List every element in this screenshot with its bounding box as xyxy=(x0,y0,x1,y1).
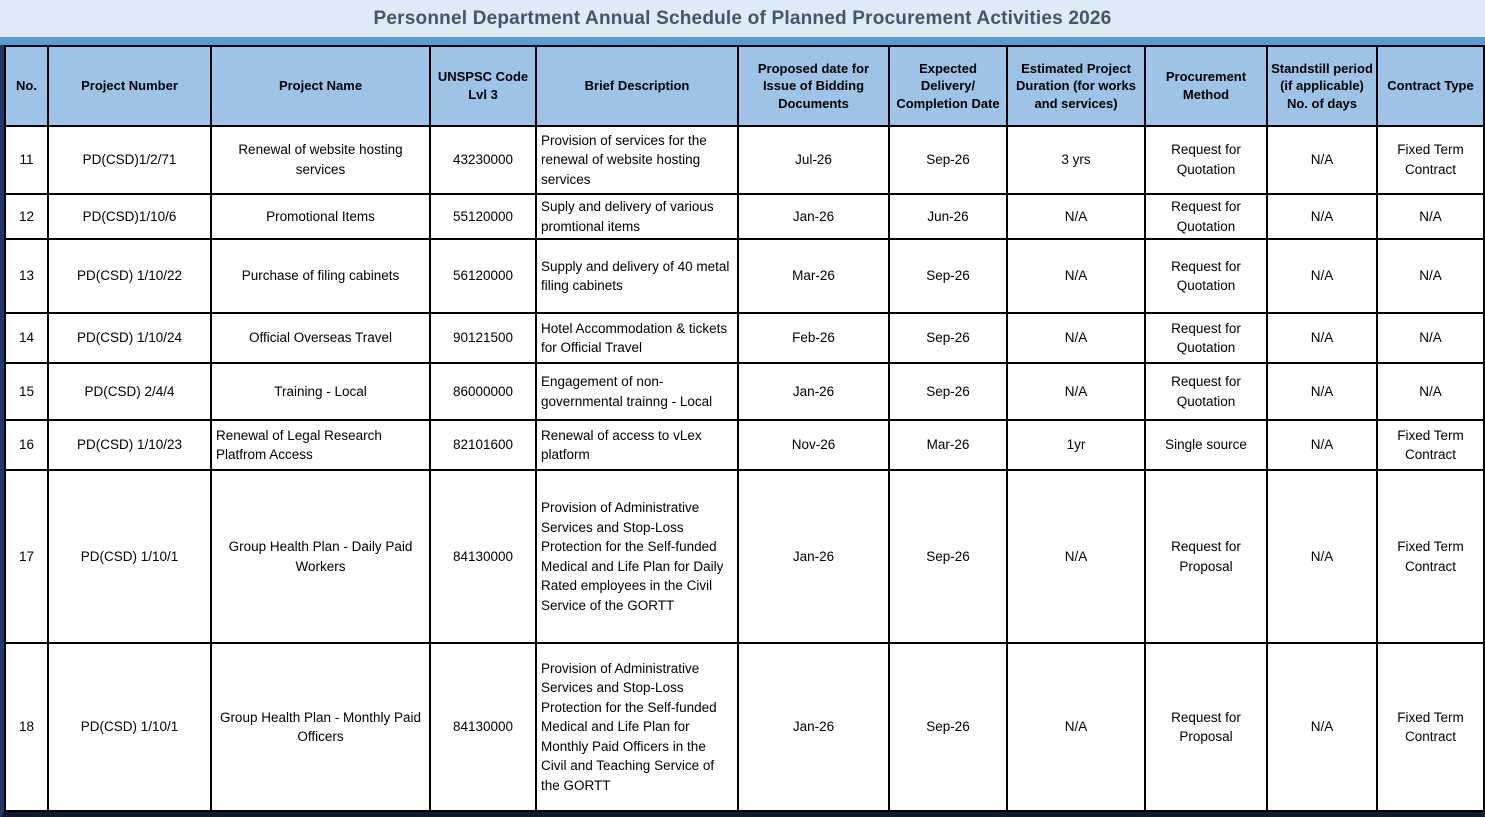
title-divider-bar xyxy=(0,37,1485,45)
table-cell: N/A xyxy=(1007,239,1145,313)
column-header: Expected Delivery/ Completion Date xyxy=(889,46,1007,126)
table-cell: 12 xyxy=(5,194,48,239)
table-cell: Mar-26 xyxy=(889,420,1007,470)
table-cell: 56120000 xyxy=(430,239,536,313)
table-cell: N/A xyxy=(1007,470,1145,643)
column-header: Contract Type xyxy=(1377,46,1484,126)
table-cell: N/A xyxy=(1377,313,1484,363)
table-cell: Renewal of Legal Research Platfrom Access xyxy=(211,420,430,470)
table-cell: Fixed Term Contract xyxy=(1377,126,1484,194)
column-header: Brief Description xyxy=(536,46,738,126)
table-cell: Sep-26 xyxy=(889,643,1007,811)
table-cell: 55120000 xyxy=(430,194,536,239)
table-cell: Sep-26 xyxy=(889,470,1007,643)
table-cell: N/A xyxy=(1377,239,1484,313)
table-cell: Jun-26 xyxy=(889,194,1007,239)
table-cell: 86000000 xyxy=(430,363,536,420)
table-row xyxy=(5,363,1484,420)
table-cell: PD(CSD)1/2/71 xyxy=(48,126,211,194)
table-cell: Jul-26 xyxy=(738,126,889,194)
table-cell: Promotional Items xyxy=(211,194,430,239)
table-cell: N/A xyxy=(1377,194,1484,239)
table-row xyxy=(5,470,1484,643)
table-cell: Sep-26 xyxy=(889,126,1007,194)
table-cell: N/A xyxy=(1267,363,1377,420)
column-header: Procurement Method xyxy=(1145,46,1267,126)
table-cell: N/A xyxy=(1007,643,1145,811)
table-cell: N/A xyxy=(1267,194,1377,239)
table-cell: Jan-26 xyxy=(738,363,889,420)
table-cell: 90121500 xyxy=(430,313,536,363)
table-cell: Hotel Accommodation & tickets for Official Travel xyxy=(536,313,738,363)
table-row xyxy=(5,420,1484,470)
table-cell: Request for Quotation xyxy=(1145,239,1267,313)
table-cell: Group Health Plan - Monthly Paid Officers xyxy=(211,643,430,811)
table-cell: Engagement of non-governmental trainng - Local xyxy=(536,363,738,420)
table-cell: Official Overseas Travel xyxy=(211,313,430,363)
table-cell: 16 xyxy=(5,420,48,470)
table-cell: N/A xyxy=(1267,470,1377,643)
table-row xyxy=(5,313,1484,363)
table-cell: Feb-26 xyxy=(738,313,889,363)
table-cell: PD(CSD)1/10/6 xyxy=(48,194,211,239)
table-cell: Provision of Administrative Services and Stop-Loss Protection for the Self-funded Medical and Life Plan for Monthly Paid Officers in the Civil and Teaching Service of the GORTT xyxy=(536,643,738,811)
table-cell: 43230000 xyxy=(430,126,536,194)
table-cell: 84130000 xyxy=(430,470,536,643)
table-cell: Supply and delivery of 40 metal filing cabinets xyxy=(536,239,738,313)
table-cell: Renewal of access to vLex platform xyxy=(536,420,738,470)
table-cell: PD(CSD) 1/10/24 xyxy=(48,313,211,363)
table-cell: Single source xyxy=(1145,420,1267,470)
table-cell: N/A xyxy=(1007,313,1145,363)
table-cell: Sep-26 xyxy=(889,239,1007,313)
table-cell: 82101600 xyxy=(430,420,536,470)
table-cell: Jan-26 xyxy=(738,194,889,239)
page-title: Personnel Department Annual Schedule of Planned Procurement Activities 2026 xyxy=(373,7,1112,29)
table-cell: Training - Local xyxy=(211,363,430,420)
column-header: Project Number xyxy=(48,46,211,126)
table-cell: Fixed Term Contract xyxy=(1377,643,1484,811)
column-header: Estimated Project Duration (for works and services) xyxy=(1007,46,1145,126)
table-cell: Group Health Plan - Daily Paid Workers xyxy=(211,470,430,643)
table-cell: N/A xyxy=(1267,126,1377,194)
table-cell: Mar-26 xyxy=(738,239,889,313)
table-cell: Renewal of website hosting services xyxy=(211,126,430,194)
procurement-schedule-table xyxy=(4,45,1485,812)
table-cell: N/A xyxy=(1267,313,1377,363)
table-cell: Sep-26 xyxy=(889,363,1007,420)
table-cell: PD(CSD) 1/10/1 xyxy=(48,470,211,643)
table-cell: 14 xyxy=(5,313,48,363)
procurement-table-wrapper xyxy=(0,45,1485,817)
table-cell: Provision of Administrative Services and Stop-Loss Protection for the Self-funded Medical and Life Plan for Daily Rated employees in the Civil Service of the GORTT xyxy=(536,470,738,643)
table-cell: 13 xyxy=(5,239,48,313)
table-cell: Request for Proposal xyxy=(1145,470,1267,643)
table-cell: N/A xyxy=(1377,363,1484,420)
table-cell: Provision of services for the renewal of website hosting services xyxy=(536,126,738,194)
table-cell: 3 yrs xyxy=(1007,126,1145,194)
table-cell: 1yr xyxy=(1007,420,1145,470)
table-cell: Jan-26 xyxy=(738,643,889,811)
table-cell: Request for Proposal xyxy=(1145,643,1267,811)
table-cell: PD(CSD) 1/10/1 xyxy=(48,643,211,811)
table-cell: Jan-26 xyxy=(738,470,889,643)
column-header: Proposed date for Issue of Bidding Documents xyxy=(738,46,889,126)
table-header-row xyxy=(5,46,1484,126)
table-cell: PD(CSD) 1/10/22 xyxy=(48,239,211,313)
table-cell: Request for Quotation xyxy=(1145,126,1267,194)
table-cell: N/A xyxy=(1267,420,1377,470)
table-row xyxy=(5,194,1484,239)
table-row xyxy=(5,126,1484,194)
table-cell: Suply and delivery of various promtional items xyxy=(536,194,738,239)
title-band xyxy=(0,0,1485,37)
table-cell: 84130000 xyxy=(430,643,536,811)
table-cell: 11 xyxy=(5,126,48,194)
table-cell: N/A xyxy=(1267,239,1377,313)
table-cell: Fixed Term Contract xyxy=(1377,470,1484,643)
table-cell: Request for Quotation xyxy=(1145,194,1267,239)
column-header: Standstill period (if applicable) No. of days xyxy=(1267,46,1377,126)
table-cell: PD(CSD) 1/10/23 xyxy=(48,420,211,470)
table-cell: Request for Quotation xyxy=(1145,363,1267,420)
table-cell: Purchase of filing cabinets xyxy=(211,239,430,313)
column-header: UNSPSC Code Lvl 3 xyxy=(430,46,536,126)
table-row xyxy=(5,239,1484,313)
table-cell: Sep-26 xyxy=(889,313,1007,363)
table-cell: N/A xyxy=(1007,363,1145,420)
column-header: Project Name xyxy=(211,46,430,126)
table-cell: Request for Quotation xyxy=(1145,313,1267,363)
column-header: No. xyxy=(5,46,48,126)
table-cell: 17 xyxy=(5,470,48,643)
table-cell: Fixed Term Contract xyxy=(1377,420,1484,470)
table-cell: Nov-26 xyxy=(738,420,889,470)
table-cell: PD(CSD) 2/4/4 xyxy=(48,363,211,420)
table-cell: N/A xyxy=(1007,194,1145,239)
table-body xyxy=(5,126,1484,811)
table-cell: 18 xyxy=(5,643,48,811)
table-cell: 15 xyxy=(5,363,48,420)
table-cell: N/A xyxy=(1267,643,1377,811)
table-header xyxy=(5,46,1484,126)
table-row xyxy=(5,643,1484,811)
